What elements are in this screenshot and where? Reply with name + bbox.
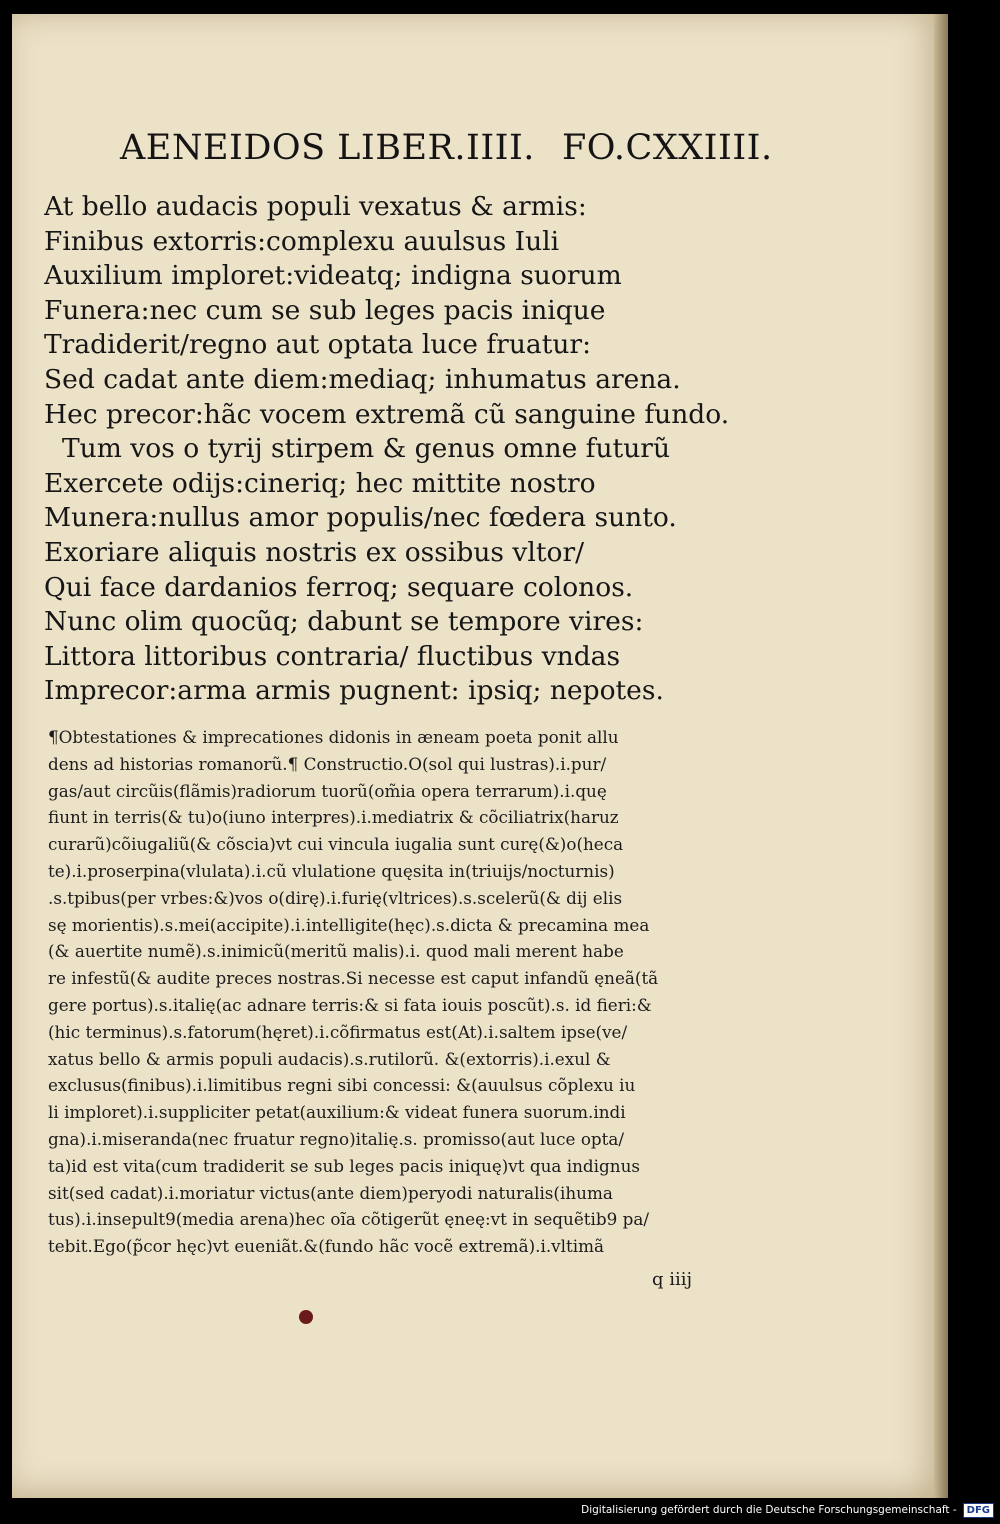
verse-line: At bello audacis populi vexatus & armis:: [44, 191, 587, 222]
commentary-line: .s.tpibus(per vrbes:&)vos o(dirę).i.furię(vltrices).s.scelerũ(& dij elis: [48, 887, 623, 908]
verse-line: Auxilium imploret:videatq; indigna suorum: [44, 260, 622, 292]
commentary-line: xatus bello & armis populi audacis).s.rutilorũ. &(extorris).i.exul &: [48, 1048, 611, 1069]
page-header: [120, 128, 773, 168]
commentary-line: ta)id est vita(cum tradiderit se sub leges pacis iniquę)vt qua indignus: [48, 1155, 640, 1176]
verse-line: Littora littoribus contraria/ fluctibus vndas: [44, 640, 621, 672]
verse-block: [44, 190, 734, 709]
commentary-line: gas/aut circũis(flãmis)radiorum tuorũ(om̃ia opera terrarum).i.quę: [48, 780, 607, 801]
verse-line: Nunc olim quocũq; dabunt se tempore vires:: [44, 606, 644, 638]
verse-line: Hec precor:hãc vocem extremã cũ sanguine fundo.: [44, 398, 730, 430]
verse-line: Funera:nec cum se sub leges pacis inique: [44, 294, 606, 326]
verse-line: Finibus extorris:complexu auulsus Iuli: [44, 225, 560, 257]
commentary-line: sit(sed cadat).i.moriatur victus(ante diem)peryodi naturalis(ihuma: [48, 1182, 613, 1203]
verse-line: Tradiderit/regno aut optata luce fruatur:: [44, 329, 592, 361]
book-page: [12, 14, 942, 1498]
verse-line: Qui face dardanios ferroq; sequare colonos.: [44, 571, 634, 603]
commentary-block: [48, 724, 768, 1260]
commentary-line: exclusus(finibus).i.limitibus regni sibi concessi: &(auulsus cõplexu iu: [48, 1075, 636, 1096]
running-title: AENEIDOS LIBER.IIII.: [120, 128, 535, 168]
digitization-footer: [581, 1502, 994, 1518]
commentary-line: sę morientis).s.mei(accipite).i.intelligite(hęc).s.dicta & precamina mea: [48, 914, 650, 935]
verse-line: Tum vos o tyrij stirpem & genus omne futurũ: [62, 433, 671, 465]
commentary-line: re infestũ(& audite preces nostras.Si necesse est caput infandũ ęneã(tã: [48, 968, 659, 989]
commentary-line: (hic terminus).s.fatorum(hęret).i.cõfirmatus est(At).i.saltem ipse(ve/: [48, 1021, 628, 1042]
dfg-logo-icon: DFG: [963, 1503, 994, 1518]
commentary-line: curarũ)cõiugaliũ(& cõscia)vt cui vincula iugalia sunt curę(&)o(heca: [48, 834, 624, 855]
verse-line: Imprecor:arma armis pugnent: ipsiq; nepotes.: [44, 675, 664, 707]
commentary-line: te).i.proserpina(vlulata).i.cũ vlulatione quęsita in(triuijs/nocturnis): [48, 860, 615, 881]
ink-dot-mark: [299, 1310, 313, 1324]
commentary-line: tus).i.insepult9(media arena)hec oĩa cõtigerũt ęneę:vt in sequẽtib9 pa/: [48, 1209, 650, 1230]
commentary-line: dens ad historias romanorũ.¶ Constructio.O(sol qui lustras).i.pur/: [48, 753, 607, 774]
commentary-line: (& auertite numẽ).s.inimicũ(meritũ malis).i. quod mali merent habe: [48, 941, 624, 962]
folio-number: FO.CXXIIII.: [562, 128, 773, 168]
verse-line: Sed cadat ante diem:mediaq; inhumatus arena.: [44, 363, 681, 395]
verse-line: Exercete odijs:cineriq; hec mittite nostro: [44, 467, 596, 499]
commentary-line: ¶Obtestationes & imprecationes didonis in æneam poeta ponit allu: [48, 727, 619, 747]
commentary-line: li imploret).i.suppliciter petat(auxilium:& videat funera suorum.indi: [48, 1102, 626, 1123]
commentary-line: tebit.Ego(p̃cor hęc)vt eueniãt.&(fundo hãc vocẽ extremã).i.vltimã: [48, 1236, 605, 1257]
verse-line: Exoriare aliquis nostris ex ossibus vltor/: [44, 536, 585, 568]
verse-line: Munera:nullus amor populis/nec fœdera sunto.: [44, 502, 677, 534]
funding-credit: Digitalisierung gefördert durch die Deutsche Forschungsgemeinschaft -: [581, 1504, 957, 1516]
commentary-line: gere portus).s.italię(ac adnare terris:& si fata iouis poscũt).s. id fieri:&: [48, 994, 652, 1015]
commentary-line: fiunt in terris(& tu)o(iuno interpres).i.mediatrix & cõciliatrix(haruz: [48, 807, 619, 828]
commentary-line: gna).i.miseranda(nec fruatur regno)italię.s. promisso(aut luce opta/: [48, 1128, 625, 1149]
signature-mark: q iiij: [652, 1269, 693, 1290]
